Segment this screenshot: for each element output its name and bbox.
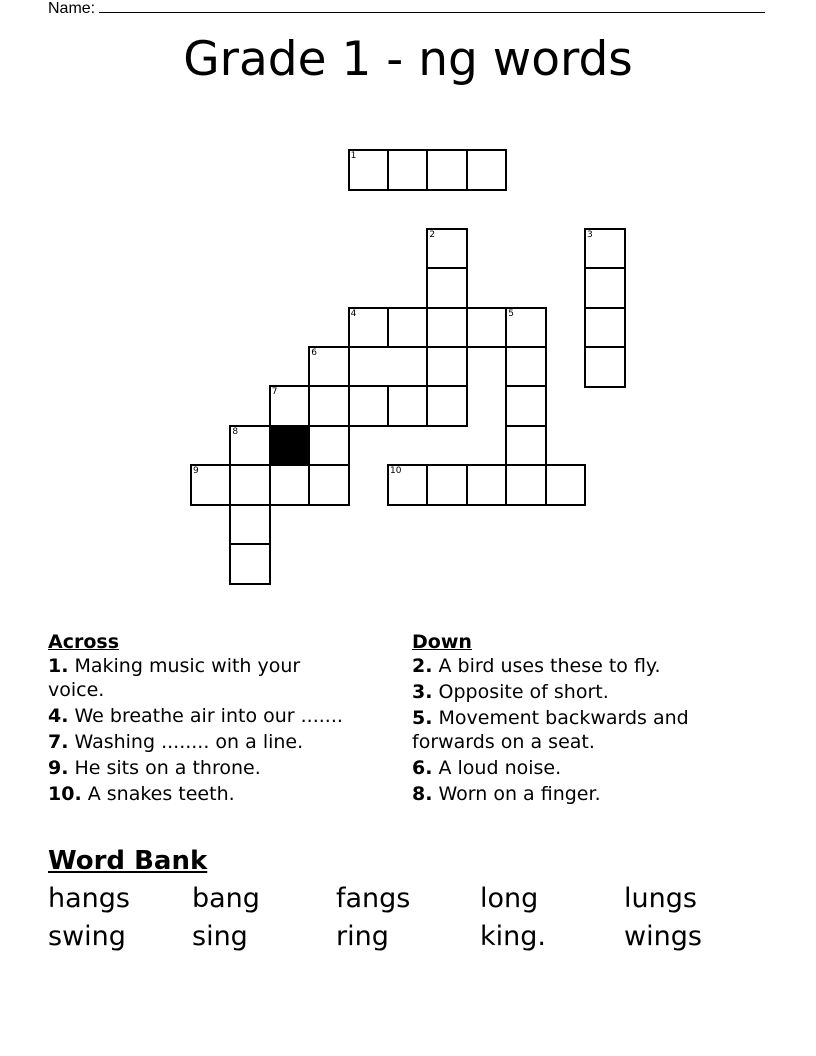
grid-cell[interactable] [426,385,468,427]
grid-cell[interactable] [505,385,547,427]
word-bank-word: lungs [624,883,697,914]
clue-number: 2 [429,229,436,240]
clue-item [48,654,348,702]
grid-cell[interactable] [426,346,468,388]
clue-number: 10. [48,783,82,805]
clue-text: Making music with your voice. [48,655,301,701]
grid-cell[interactable] [584,346,626,388]
word-bank-word: wings [624,921,702,952]
grid-cell[interactable] [308,346,350,388]
clue-number: 7 [271,387,278,398]
grid-cell[interactable] [348,307,390,349]
clue-item [48,704,348,728]
clue-number: 4 [350,308,357,319]
clue-text: Opposite of short. [432,681,609,703]
clue-number: 9. [48,757,69,779]
grid-cell[interactable] [387,385,429,427]
clue-text: A bird uses these to fly. [432,655,661,677]
grid-cell[interactable] [308,464,350,506]
clue-number: 3 [587,229,593,240]
down-heading: Down [412,631,472,653]
clue-item [412,706,722,754]
clue-number: 7. [48,731,69,753]
clue-number: 4. [48,705,69,727]
clue-item [412,782,722,806]
word-bank-word: bang [192,883,260,914]
clue-number: 9 [193,466,199,477]
clue-text: He sits on a throne. [68,757,261,779]
grid-cell[interactable] [269,385,311,427]
word-bank-word: ring [336,921,389,952]
grid-cell[interactable] [308,425,350,467]
grid-cell[interactable] [466,149,508,191]
word-bank [48,882,768,954]
clue-item [412,654,722,678]
grid-cell[interactable] [229,504,271,546]
clue-number: 2. [412,655,433,677]
clue-text: Washing ........ on a line. [68,731,304,753]
grid-cell[interactable] [505,307,547,349]
name-blank-line[interactable] [99,0,765,13]
grid-cell[interactable] [426,307,468,349]
grid-cell[interactable] [426,228,468,270]
clue-number: 3. [412,681,433,703]
word-bank-word: fangs [336,883,411,914]
across-heading: Across [48,631,120,653]
clue-number: 6 [311,348,317,358]
grid-cell[interactable] [229,425,271,467]
grid-cell[interactable] [584,267,626,309]
grid-cell[interactable] [190,464,232,506]
clue-item [412,756,722,780]
grid-cell[interactable] [229,543,271,585]
grid-cell[interactable] [505,464,547,506]
grid-cell[interactable] [466,464,508,506]
grid-cell[interactable] [545,464,587,506]
grid-cell[interactable] [584,307,626,349]
clue-number: 5. [412,707,433,729]
clue-number: 10 [390,466,402,477]
clue-text: We breathe air into our ....... [68,705,343,727]
clue-number: 1 [350,151,357,161]
clue-number: 1. [48,655,69,677]
grid-cell[interactable] [269,464,311,506]
across-clues [48,630,348,808]
word-bank-word: swing [48,921,126,952]
grid-cell[interactable] [387,307,429,349]
page-title: Grade 1 - ng words [183,32,633,87]
clue-number: 5 [508,308,514,319]
word-bank-word: king. [480,921,546,952]
name-label: Name: [48,0,96,17]
grid-cell[interactable] [348,385,390,427]
clue-item [48,782,348,806]
grid-cell[interactable] [466,307,508,349]
grid-cell[interactable] [505,346,547,388]
grid-cell[interactable] [426,267,468,309]
name-field[interactable] [48,0,765,18]
grid-cell[interactable] [505,425,547,467]
clue-text: Movement backwards and forwards on a seat. [412,707,689,753]
word-bank-word: sing [192,921,248,952]
black-cell [269,425,311,467]
clue-item [48,756,348,780]
clue-text: Worn on a finger. [432,783,601,805]
word-bank-word: long [480,883,539,914]
grid-cell[interactable] [348,346,429,388]
clue-number: 8 [232,426,239,437]
grid-cell[interactable] [426,149,468,191]
down-clues [412,630,722,808]
clue-item [48,730,348,754]
clue-text: A loud noise. [432,757,562,779]
grid-cell[interactable] [229,464,271,506]
grid-cell[interactable] [426,464,468,506]
grid-cell[interactable] [387,149,429,191]
grid-cell[interactable] [584,228,626,270]
clue-item [412,680,722,704]
clue-number: 8. [412,783,433,805]
clue-number: 6. [412,757,433,779]
word-bank-heading: Word Bank [48,846,208,876]
clue-text: A snakes teeth. [81,783,235,805]
grid-cell[interactable] [308,385,350,427]
word-bank-word: hangs [48,883,130,914]
grid-cell[interactable] [348,149,390,191]
grid-cell[interactable] [387,464,429,506]
